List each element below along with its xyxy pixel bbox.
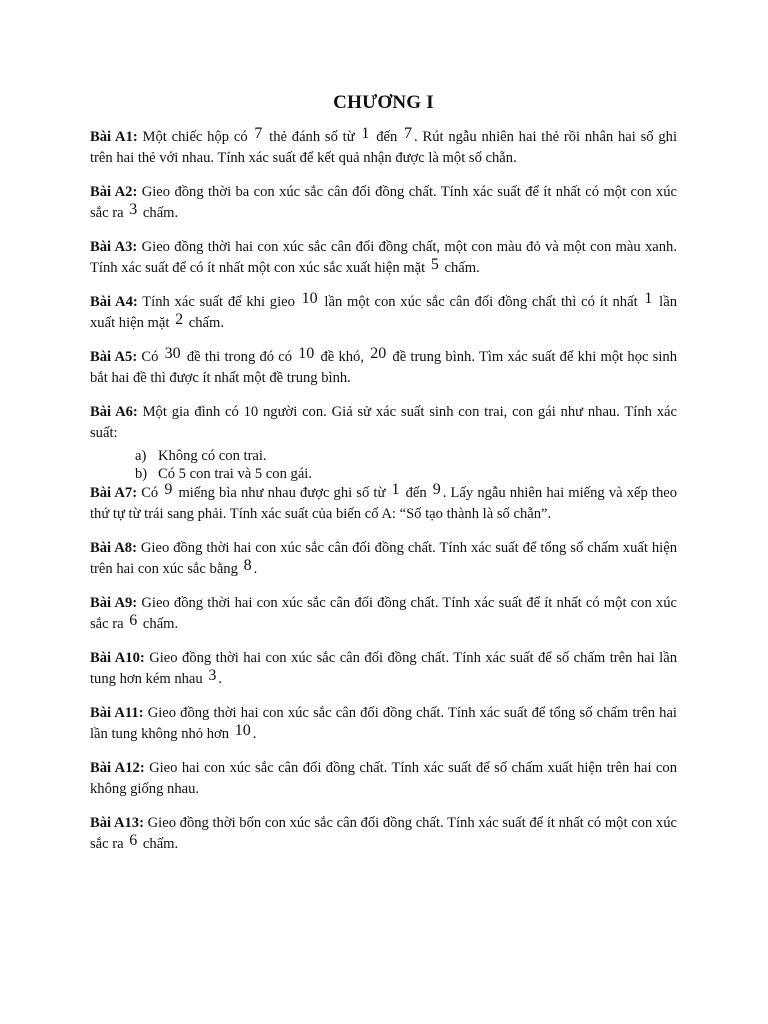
- problem-1: [90, 127, 677, 168]
- problem-list: [90, 127, 677, 854]
- sub-question-marker: a): [135, 448, 147, 464]
- problem-label: Bài A1:: [90, 129, 138, 145]
- math-number: 30: [164, 345, 181, 362]
- math-number: 1: [644, 290, 653, 307]
- problem-6: [90, 402, 677, 443]
- problem-label: Bài A6:: [90, 404, 138, 420]
- problem-text: Gieo đồng thời hai con xúc sắc cân đối đồng chất. Tính xác suất để tổng số chấm xuất hiện trên hai con xúc sắc bằng: [90, 540, 678, 577]
- math-number: 20: [370, 345, 387, 362]
- problem-text: . Rút ngẫu nhiên hai thẻ rồi nhân hai số ghi trên hai thẻ với nhau. Tính xác suất để kết quả nhận được là một số chẵn.: [90, 129, 677, 166]
- problem-text: miếng bìa như nhau được ghi số từ: [174, 485, 390, 501]
- problem-3: [90, 237, 677, 278]
- problem-label: Bài A7:: [90, 485, 138, 501]
- math-number: 1: [391, 481, 400, 498]
- problem-label: Bài A10:: [90, 650, 145, 666]
- problem-5: [90, 347, 677, 388]
- problem-text: Có: [137, 349, 163, 365]
- problem-9: [90, 593, 677, 634]
- problem-text: Gieo hai con xúc sắc cân đối đồng chất. Tính xác suất để số chấm xuất hiện trên hai con không giống nhau.: [90, 760, 677, 797]
- problem-text: đề khó,: [316, 349, 369, 365]
- problem-4: [90, 292, 677, 333]
- sub-question: [135, 466, 677, 484]
- problem-text: đến: [371, 129, 403, 145]
- problem-text: Gieo đồng thời ba con xúc sắc cân đối đồng chất. Tính xác suất để ít nhất có một con xúc sắc ra: [90, 184, 677, 221]
- sub-question-marker: b): [135, 465, 148, 482]
- math-number: 5: [430, 255, 439, 273]
- math-number: 2: [175, 310, 184, 328]
- problem-label: Bài A4:: [90, 294, 138, 310]
- problem-text: đến: [401, 485, 431, 501]
- problem-label: Bài A3:: [90, 239, 138, 255]
- problem-text: Gieo đồng thời hai con xúc sắc cân đối đồng chất, một con màu đỏ và một con màu xanh. Tính xác suất để có ít nhất một con xúc sắc xuất hiện mặt: [90, 239, 678, 276]
- document-page: [90, 92, 677, 868]
- math-number: 9: [432, 481, 441, 498]
- math-number: 10: [298, 345, 315, 362]
- problem-label: Bài A5:: [90, 349, 138, 365]
- problem-text: Một gia đình có 10 người con. Giả sử xác suất sinh con trai, con gái như nhau. Tính xác suất:: [90, 404, 678, 441]
- problem-8: [90, 538, 677, 579]
- math-number: 6: [129, 611, 138, 629]
- problem-text: lần xuất hiện mặt: [90, 294, 677, 331]
- math-number: 10: [234, 721, 251, 739]
- problem-13: [90, 813, 677, 854]
- problem-text: Gieo đồng thời hai con xúc sắc cân đối đồng chất. Tính xác suất để tổng số chấm trên hai lần tung không nhỏ hơn: [90, 705, 677, 742]
- math-number: 7: [404, 125, 413, 142]
- math-number: 1: [361, 125, 370, 142]
- problem-11: [90, 703, 677, 744]
- problem-text: Tính xác suất để khi gieo: [137, 294, 300, 310]
- sub-question-text: Không có con trai.: [158, 448, 267, 464]
- math-number: 3: [208, 666, 217, 684]
- math-number: 8: [243, 556, 252, 574]
- problem-text: Có: [137, 485, 163, 501]
- problem-text: đề thi trong đó có: [182, 349, 297, 365]
- problem-text: .: [253, 560, 258, 577]
- problem-text: thẻ đánh số từ: [264, 129, 360, 145]
- problem-text: Gieo đồng thời hai con xúc sắc cân đối đồng chất. Tính xác suất để số chấm trên hai lần tung hơn kém nhau: [90, 650, 677, 687]
- math-number: 7: [254, 125, 263, 142]
- problem-2: [90, 182, 677, 223]
- chapter-title: CHƯƠNG I: [333, 92, 434, 113]
- math-number: 9: [164, 481, 173, 498]
- problem-text: chấm.: [139, 835, 179, 852]
- sub-question: [135, 448, 677, 466]
- problem-text: chấm.: [185, 314, 224, 331]
- problem-text: Một chiếc hộp có: [137, 129, 253, 145]
- problem-label: Bài A2:: [90, 184, 138, 200]
- problem-text: chấm.: [139, 615, 179, 632]
- problem-label: Bài A9:: [90, 595, 138, 611]
- problem-label: Bài A8:: [90, 540, 137, 556]
- problem-text: Gieo đồng thời bốn con xúc sắc cân đối đồng chất. Tính xác suất để ít nhất có một con xúc sắc ra: [90, 815, 678, 852]
- math-number: 3: [129, 200, 138, 218]
- problem-12: [90, 758, 677, 799]
- problem-text: đề trung bình. Tìm xác suất để khi một học sinh bắt hai đề thì được ít nhất một đề trung bình.: [90, 349, 678, 386]
- problem-text: .: [252, 725, 257, 742]
- problem-text: chấm.: [440, 259, 480, 276]
- sub-question-list: [90, 448, 677, 483]
- math-number: 10: [301, 290, 318, 307]
- math-number: 6: [129, 831, 138, 849]
- problem-text: Gieo đồng thời hai con xúc sắc cân đối đồng chất. Tính xác suất để ít nhất có một con xúc sắc ra: [90, 595, 678, 632]
- problem-7: [90, 483, 677, 524]
- problem-label: Bài A11:: [90, 705, 144, 721]
- problem-text: lần một con xúc sắc cân đối đồng chất thì có ít nhất: [319, 294, 643, 310]
- problem-text: chấm.: [139, 204, 179, 221]
- problem-label: Bài A13:: [90, 815, 144, 831]
- problem-text: .: [218, 670, 223, 687]
- problem-text: . Lấy ngẫu nhiên hai miếng và xếp theo thứ tự từ trái sang phải. Tính xác suất của biến cố A: “Số tạo thành là số chẵn”.: [90, 485, 678, 522]
- sub-question-text: Có 5 con trai và 5 con gái.: [158, 465, 313, 482]
- problem-10: [90, 648, 677, 689]
- problem-label: Bài A12:: [90, 760, 145, 776]
